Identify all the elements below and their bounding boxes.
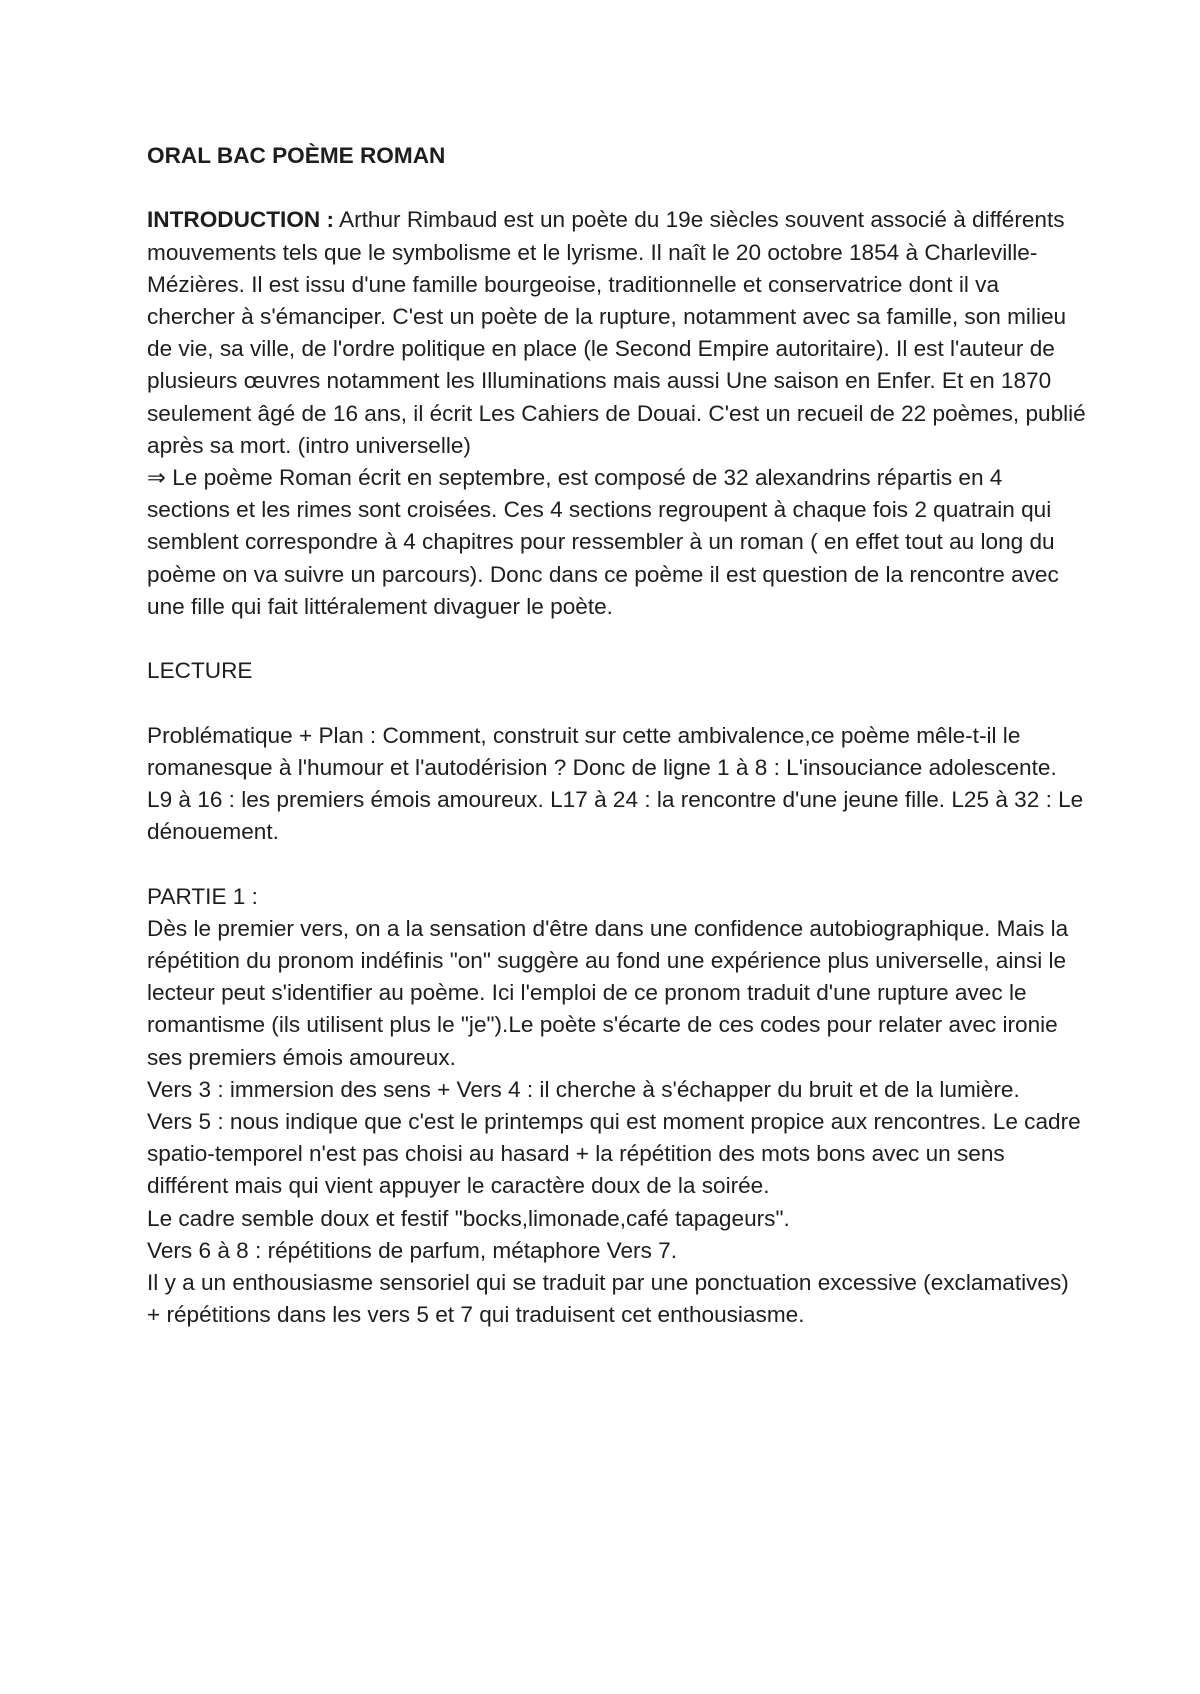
introduction-label: INTRODUCTION : [147,207,335,233]
introduction-paragraph [147,204,1087,462]
spacer [147,172,1087,204]
problematique-paragraph: Problématique + Plan : Comment, construit sur cette ambivalence,ce poème mêle-t-il le romanesque à l'humour et l'autodérision ? Donc de ligne 1 à 8 : L'insouciance adolescente. L9 à 16 : les premiers émois amoureux. L17 à 24 : la rencontre d'une jeune fille. L25 à 32 : Le dénouement. [147,722,1084,845]
lecture-heading: LECTURE [147,658,253,684]
introduction-text: Arthur Rimbaud est un poète du 19e siècles souvent associé à différents mouvements tels que le symbolisme et le lyrisme. Il naît le 20 octobre 1854 à Charleville-Mézières. Il est issu d'une famille bourgeoise, traditionnelle et conservatrice dont il va chercher à s'émanciper. C'est un poète de la rupture, notamment avec sa famille, son milieu de vie, sa ville, de l'ordre politique en place (le Second Empire autoritaire). Il est l'auteur de plusieurs œuvres notamment les Illuminations mais aussi Une saison en Enfer. Et en 1870 seulement âgé de 16 ans, il écrit Les Cahiers de Douai. C'est un recueil de 22 poèmes, publié après sa mort. (intro universelle) [147,207,1086,458]
partie1-paragraph: Dès le premier vers, on a la sensation d'être dans une confidence autobiographique. Mais la répétition du pronom indéfinis "on" suggère au fond une expérience plus universelle, ainsi le lecteur peut s'identifier au poème. Ici l'emploi de ce pronom traduit d'une rupture avec le romantisme (ils utilisent plus le "je").Le poète s'écarte de ces codes pour relater avec ironie ses premiers émois amoureux. [147,915,1069,1070]
partie1-paragraph: Il y a un enthousiasme sensoriel qui se traduit par une ponctuation excessive (exclamatives) + répétitions dans les vers 5 et 7 qui traduisent cet enthousiasme. [147,1270,1069,1328]
spacer [147,623,1087,655]
partie1-paragraph: Le cadre semble doux et festif "bocks,limonade,café tapageurs". [147,1205,790,1231]
partie1-paragraph: Vers 3 : immersion des sens + Vers 4 : il cherche à s'échapper du bruit et de la lumière. [147,1076,1020,1102]
spacer [147,687,1087,719]
spacer [147,848,1087,880]
partie1-paragraph: Vers 6 à 8 : répétitions de parfum, métaphore Vers 7. [147,1237,677,1263]
introduction-arrow-paragraph: ⇒ Le poème Roman écrit en septembre, est composé de 32 alexandrins répartis en 4 sections et les rimes sont croisées. Ces 4 sections regroupent à chaque fois 2 quatrain qui semblent correspondre à 4 chapitres pour ressembler à un roman ( en effet tout au long du poème on va suivre un parcours). Donc dans ce poème il est question de la rencontre avec une fille qui fait littéralement divaguer le poète. [147,465,1059,619]
document-title: ORAL BAC POÈME ROMAN [147,143,446,168]
partie1-paragraph: Vers 5 : nous indique que c'est le printemps qui est moment propice aux rencontres. Le cadre spatio-temporel n'est pas choisi au hasard + la répétition des mots bons avec un sens différent mais qui vient appuyer le caractère doux de la soirée. [147,1109,1081,1199]
document-body [147,140,1087,1331]
partie1-heading: PARTIE 1 : [147,883,258,909]
